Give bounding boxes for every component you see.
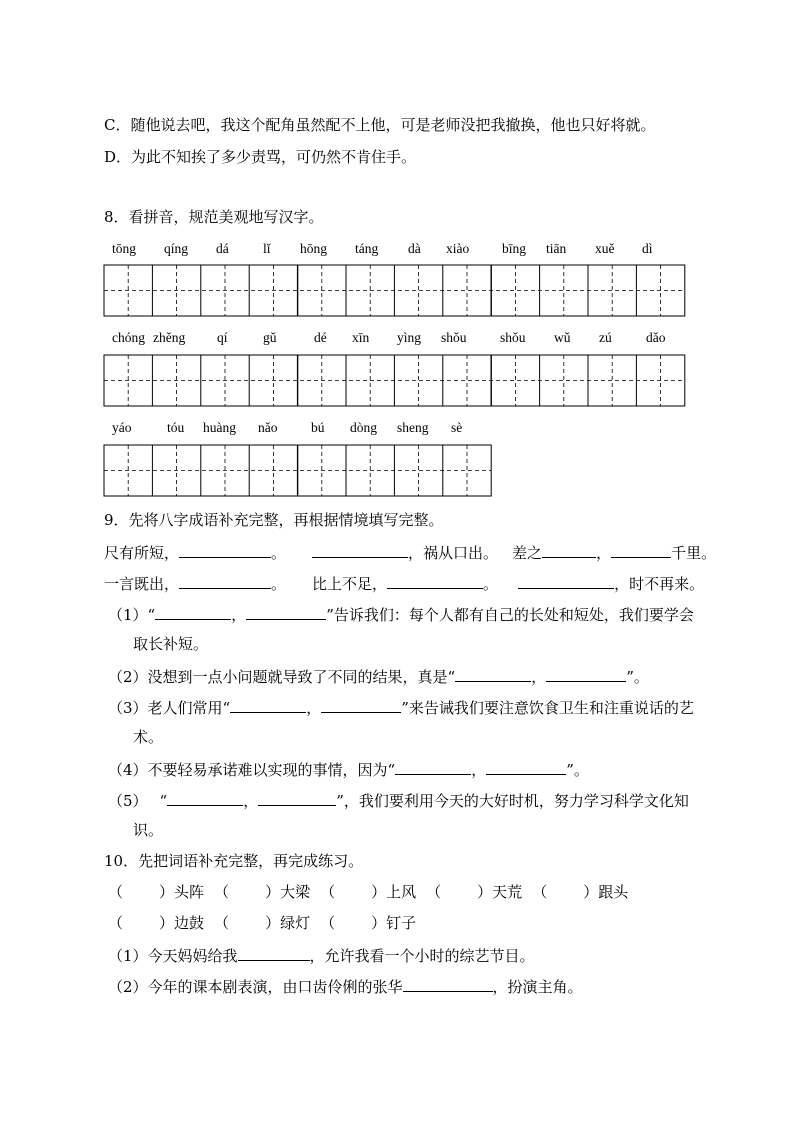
q9-sub-1-cont: 取长补短。 xyxy=(133,635,209,653)
answer-blank[interactable] xyxy=(455,665,531,682)
text: （ xyxy=(108,883,124,901)
pinyin: hōng xyxy=(300,241,327,256)
text: 差之 xyxy=(512,544,543,562)
sub-number: （1） xyxy=(108,606,148,624)
text: （2）今年的课本剧表演，由口齿伶俐的张华 xyxy=(108,978,403,996)
text: 头阵 xyxy=(174,883,205,901)
text: ） xyxy=(583,883,599,901)
text: 上风 xyxy=(386,883,417,901)
q9-title: 9．先将八字成语补充完整，再根据情境填写完整。 xyxy=(104,511,444,529)
text: ） xyxy=(265,914,281,932)
option-d: D．为此不知挨了多少责骂，可仍然不肯住手。 xyxy=(104,148,417,166)
text: 不要轻易承诺难以实现的事情，因为“ xyxy=(147,761,396,779)
answer-blank[interactable] xyxy=(258,789,336,806)
word-fill[interactable] xyxy=(214,883,310,901)
sub-number: （5） xyxy=(108,792,148,810)
word-fill[interactable] xyxy=(532,883,628,901)
word-fill[interactable] xyxy=(320,914,416,932)
text: （ xyxy=(320,883,336,901)
text: “ xyxy=(147,606,156,624)
pinyin: tóu xyxy=(167,420,185,435)
text: ） xyxy=(265,883,281,901)
text: 千里。 xyxy=(671,544,717,562)
text: ”告诉我们：每个人都有自己的长处和短处，我们要学会 xyxy=(326,606,694,624)
answer-blank[interactable] xyxy=(518,572,614,589)
text: ，时不再来。 xyxy=(614,575,705,593)
text: 大梁 xyxy=(280,883,311,901)
text: （ xyxy=(214,914,230,932)
text: ”。 xyxy=(566,761,589,779)
text: （ xyxy=(214,883,230,901)
sub-number: （2） xyxy=(108,668,148,686)
pinyin: dì xyxy=(642,241,653,256)
text: ， xyxy=(306,699,322,717)
pinyin: dòng xyxy=(350,420,377,435)
text: （1）今天妈妈给我 xyxy=(108,947,238,965)
pinyin: bú xyxy=(311,420,325,435)
answer-blank[interactable] xyxy=(542,541,596,558)
text: ”来告诫我们要注意饮食卫生和注重说话的艺 xyxy=(401,699,694,717)
word-fill[interactable] xyxy=(214,914,310,932)
q10-title: 10．先把词语补充完整，再完成练习。 xyxy=(104,852,364,870)
q10-sub-1 xyxy=(108,944,535,966)
q9-sub-1 xyxy=(108,603,694,625)
text: （ xyxy=(108,914,124,932)
pinyin: shǒu xyxy=(441,330,467,345)
text: 天荒 xyxy=(492,883,523,901)
option-c: C．随他说去吧，我这个配角虽然配不上他，可是老师没把我撤换，他也只好将就。 xyxy=(104,116,656,134)
text: ， xyxy=(231,606,247,624)
text: 。 xyxy=(271,544,287,562)
pinyin: wǔ xyxy=(554,330,571,345)
q9-sub-2 xyxy=(108,665,649,687)
text: ，祸从口出。 xyxy=(408,544,499,562)
answer-blank[interactable] xyxy=(246,603,326,620)
answer-blank[interactable] xyxy=(312,541,408,558)
text: ） xyxy=(371,883,387,901)
text: ”，我们要利用今天的大好时机，努力学习科学文化知 xyxy=(336,792,689,810)
answer-blank[interactable] xyxy=(546,665,626,682)
text: ， xyxy=(596,544,612,562)
pinyin: xiào xyxy=(446,241,470,256)
pinyin: tōng xyxy=(112,241,137,256)
text: 一言既出， xyxy=(104,575,180,593)
text: 绿灯 xyxy=(280,914,311,932)
text: 没想到一点小问题就导致了不同的结果，真是“ xyxy=(147,668,456,686)
pinyin: chóng xyxy=(112,330,145,345)
q10-word-row-1 xyxy=(108,882,628,902)
text: 。 xyxy=(271,575,287,593)
text: ，允许我看一个小时的综艺节目。 xyxy=(309,947,535,965)
text: 尺有所短， xyxy=(104,544,180,562)
q9-sub-4 xyxy=(108,758,589,780)
pinyin: zú xyxy=(599,330,612,345)
pinyin: xuě xyxy=(595,241,615,256)
text: ”。 xyxy=(626,668,649,686)
pinyin: yáo xyxy=(112,420,132,435)
text: ） xyxy=(477,883,493,901)
answer-blank[interactable] xyxy=(238,944,310,961)
pinyin: sè xyxy=(451,420,463,435)
sub-number: （3） xyxy=(108,699,148,717)
text: ， xyxy=(531,668,547,686)
answer-blank[interactable] xyxy=(321,696,401,713)
pinyin: tiān xyxy=(546,241,567,256)
text: ） xyxy=(371,914,387,932)
q10-sub-2 xyxy=(108,975,583,997)
text: 边鼓 xyxy=(174,914,205,932)
answer-blank[interactable] xyxy=(230,696,306,713)
answer-blank[interactable] xyxy=(403,975,493,992)
answer-blank[interactable] xyxy=(486,758,566,775)
q8-title: 8．看拼音，规范美观地写汉字。 xyxy=(104,208,324,226)
word-fill[interactable] xyxy=(320,883,416,901)
q9-sub-5-cont: 识。 xyxy=(133,821,164,839)
pinyin: bīng xyxy=(502,241,527,256)
text: ，扮演主角。 xyxy=(492,978,583,996)
q9-idiom-line-2 xyxy=(104,572,704,594)
pinyin: dà xyxy=(408,241,421,256)
pinyin: nǎo xyxy=(258,420,278,435)
pinyin: yìng xyxy=(397,330,422,345)
text: 。 xyxy=(483,575,499,593)
q9-idiom-line-1 xyxy=(104,541,716,563)
pinyin: qí xyxy=(217,330,228,345)
text: ） xyxy=(159,883,175,901)
answer-blank[interactable] xyxy=(155,603,231,620)
word-fill[interactable] xyxy=(108,914,204,932)
text: “ xyxy=(159,792,168,810)
answer-blank[interactable] xyxy=(167,789,243,806)
pinyin: dǎo xyxy=(646,330,666,345)
pinyin: qíng xyxy=(164,241,189,256)
sub-number: （4） xyxy=(108,761,148,779)
word-fill[interactable] xyxy=(108,883,204,901)
answer-blank[interactable] xyxy=(395,758,471,775)
pinyin: zhěng xyxy=(153,330,186,345)
text: 比上不足， xyxy=(312,575,388,593)
word-fill[interactable] xyxy=(426,883,522,901)
pinyin: lǐ xyxy=(263,241,271,256)
pinyin: dá xyxy=(216,241,229,256)
pinyin: huàng xyxy=(203,420,236,435)
text: （ xyxy=(532,883,548,901)
text: 跟头 xyxy=(598,883,629,901)
q10-word-row-2 xyxy=(108,913,416,933)
text: 钉子 xyxy=(386,914,417,932)
text: （ xyxy=(320,914,336,932)
pinyin: dé xyxy=(314,330,327,345)
q9-sub-5 xyxy=(108,789,689,811)
pinyin: sheng xyxy=(397,420,429,435)
text: （ xyxy=(426,883,442,901)
pinyin: gǔ xyxy=(263,330,277,345)
pinyin: shǒu xyxy=(500,330,526,345)
pinyin: táng xyxy=(355,241,379,256)
answer-blank[interactable] xyxy=(611,541,671,558)
text: ） xyxy=(159,914,175,932)
answer-blank[interactable] xyxy=(179,572,271,589)
answer-blank[interactable] xyxy=(179,541,271,558)
text: ， xyxy=(243,792,259,810)
q9-sub-3-cont: 术。 xyxy=(133,728,164,746)
text: ， xyxy=(471,761,487,779)
answer-blank[interactable] xyxy=(387,572,483,589)
pinyin: xīn xyxy=(352,330,370,345)
text: 老人们常用“ xyxy=(147,699,231,717)
q9-sub-3 xyxy=(108,696,694,718)
